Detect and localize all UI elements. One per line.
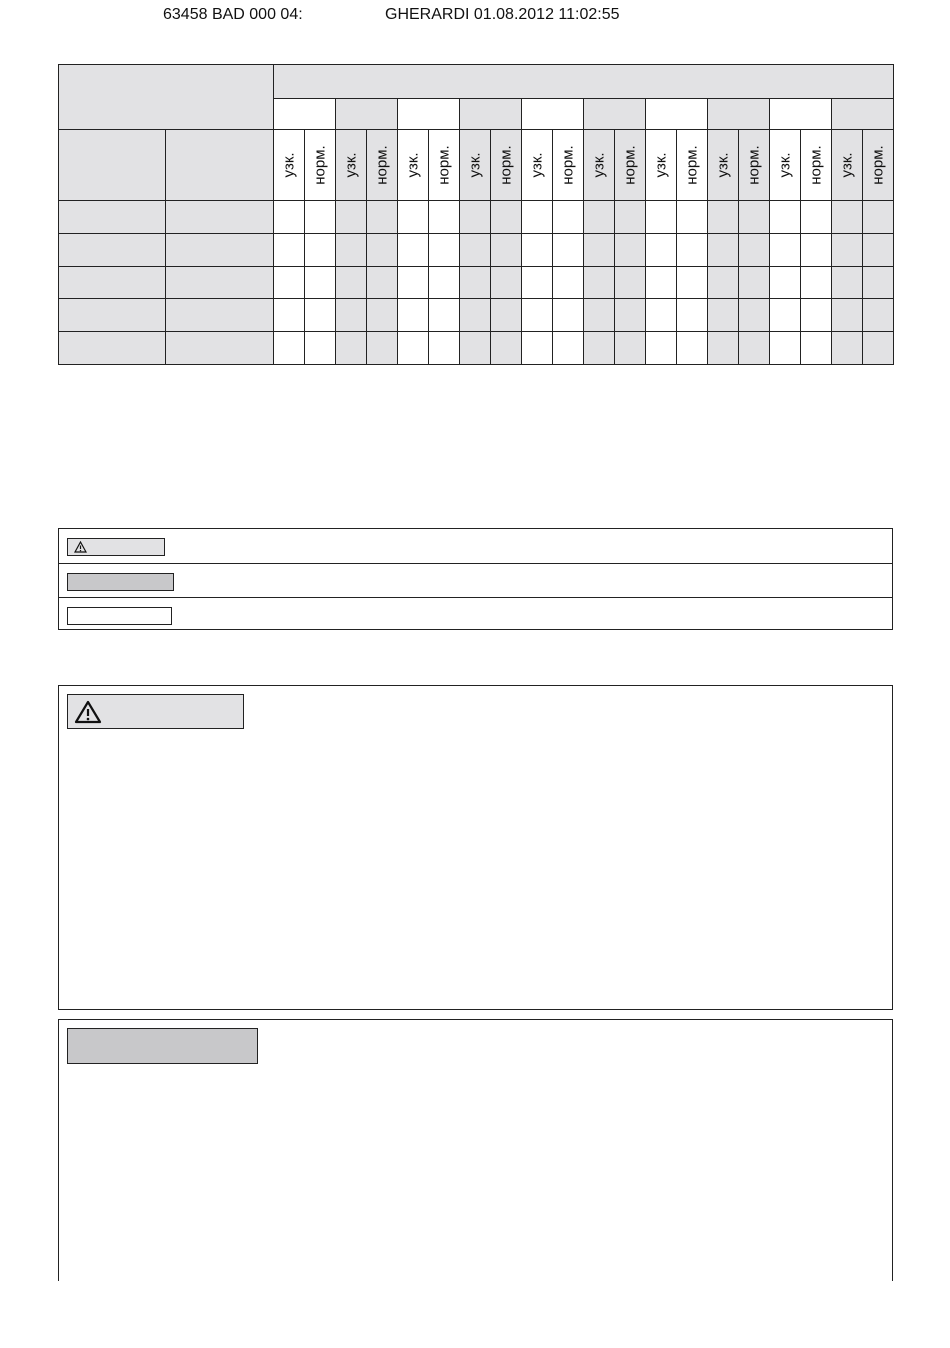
table-cell <box>862 233 894 267</box>
table-cell <box>459 200 491 234</box>
table-cell <box>800 298 832 332</box>
table-cell <box>459 233 491 267</box>
narrow-label: узк. <box>280 152 298 178</box>
table-cell <box>397 298 429 332</box>
table-cell <box>366 298 398 332</box>
normal-column-header <box>862 129 894 201</box>
table-cell <box>583 233 615 267</box>
legend-box <box>58 528 893 630</box>
normal-column-header <box>800 129 832 201</box>
table-cell <box>614 266 646 300</box>
table-cell <box>645 331 677 365</box>
table-cell <box>273 298 305 332</box>
table-cell <box>397 200 429 234</box>
normal-label: норм. <box>497 145 515 185</box>
table-cell <box>831 331 863 365</box>
table-cell <box>862 331 894 365</box>
table-cell <box>459 266 491 300</box>
table-corner-header <box>58 64 274 130</box>
narrow-label: узк. <box>714 152 732 178</box>
normal-column-header <box>552 129 584 201</box>
table-cell <box>459 298 491 332</box>
table-cell <box>707 266 739 300</box>
table-cell <box>490 331 522 365</box>
legend-row-white <box>59 597 892 631</box>
table-cell <box>738 266 770 300</box>
narrow-column-header <box>583 129 615 201</box>
table-cell <box>521 331 553 365</box>
normal-column-header <box>366 129 398 201</box>
narrow-column-header <box>397 129 429 201</box>
narrow-label: узк. <box>590 152 608 178</box>
table-cell <box>645 298 677 332</box>
narrow-label: узк. <box>528 152 546 178</box>
row-label-b <box>165 331 274 365</box>
normal-column-header <box>676 129 708 201</box>
column-group-header <box>831 98 894 130</box>
table-cell <box>707 233 739 267</box>
table-cell <box>738 233 770 267</box>
table-cell <box>645 200 677 234</box>
info-panel-header <box>67 1028 258 1064</box>
narrow-label: узк. <box>838 152 856 178</box>
table-cell <box>428 233 460 267</box>
table-cell <box>397 331 429 365</box>
table-cell <box>397 266 429 300</box>
table-cell <box>769 266 801 300</box>
table-cell <box>862 266 894 300</box>
table-cell <box>273 233 305 267</box>
narrow-column-header <box>707 129 739 201</box>
table-cell <box>552 298 584 332</box>
normal-label: норм. <box>869 145 887 185</box>
table-cell <box>428 331 460 365</box>
table-cell <box>831 298 863 332</box>
table-cell <box>273 266 305 300</box>
row-label-b <box>165 200 274 234</box>
table-cell <box>366 233 398 267</box>
row-header-col-b <box>165 129 274 201</box>
column-group-header <box>583 98 646 130</box>
table-cell <box>490 266 522 300</box>
column-group-header <box>397 98 460 130</box>
table-cell <box>490 200 522 234</box>
row-label-a <box>58 233 166 267</box>
table-cell <box>769 298 801 332</box>
table-cell <box>273 200 305 234</box>
table-cell <box>335 200 367 234</box>
table-cell <box>831 233 863 267</box>
normal-label: норм. <box>621 145 639 185</box>
warning-triangle-icon <box>74 700 102 724</box>
table-cell <box>800 331 832 365</box>
normal-label: норм. <box>745 145 763 185</box>
column-group-header <box>707 98 770 130</box>
normal-column-header <box>490 129 522 201</box>
document-code: 63458 BAD 000 04: <box>163 6 303 23</box>
table-cell <box>521 266 553 300</box>
column-group-header <box>335 98 398 130</box>
table-cell <box>583 200 615 234</box>
warning-panel-header <box>67 694 244 729</box>
normal-column-header <box>614 129 646 201</box>
table-cell <box>521 200 553 234</box>
row-label-a <box>58 331 166 365</box>
table-cell <box>738 331 770 365</box>
narrow-column-header <box>769 129 801 201</box>
narrow-label: узк. <box>466 152 484 178</box>
table-cell <box>800 200 832 234</box>
normal-column-header <box>738 129 770 201</box>
table-cell <box>769 200 801 234</box>
table-cell <box>335 331 367 365</box>
table-cell <box>800 266 832 300</box>
table-cell <box>614 298 646 332</box>
table-cell <box>552 200 584 234</box>
row-label-a <box>58 298 166 332</box>
narrow-label: узк. <box>342 152 360 178</box>
column-group-header <box>769 98 832 130</box>
table-cell <box>428 298 460 332</box>
table-cell <box>366 200 398 234</box>
normal-label: норм. <box>311 145 329 185</box>
table-cell <box>304 200 336 234</box>
normal-column-header <box>304 129 336 201</box>
table-cell <box>459 331 491 365</box>
narrow-label: узк. <box>652 152 670 178</box>
legend-row-warning <box>59 529 892 563</box>
table-cell <box>428 266 460 300</box>
table-cell <box>304 331 336 365</box>
table-cell <box>335 298 367 332</box>
table-cell <box>614 233 646 267</box>
legend-swatch-white <box>67 607 172 625</box>
table-cell <box>831 266 863 300</box>
warning-triangle-icon <box>74 541 87 553</box>
warning-panel <box>58 685 893 1010</box>
narrow-column-header <box>335 129 367 201</box>
table-cell <box>490 298 522 332</box>
table-cell <box>521 233 553 267</box>
table-cell <box>583 298 615 332</box>
table-cell <box>676 200 708 234</box>
narrow-label: узк. <box>404 152 422 178</box>
table-cell <box>676 233 708 267</box>
narrow-column-header <box>521 129 553 201</box>
column-group-header <box>645 98 708 130</box>
table-cell <box>800 233 832 267</box>
table-cell <box>645 233 677 267</box>
table-cell <box>397 233 429 267</box>
row-label-b <box>165 233 274 267</box>
table-cell <box>428 200 460 234</box>
table-cell <box>831 200 863 234</box>
normal-label: норм. <box>683 145 701 185</box>
table-cell <box>304 233 336 267</box>
table-cell <box>645 266 677 300</box>
table-cell <box>614 200 646 234</box>
row-label-a <box>58 200 166 234</box>
narrow-column-header <box>273 129 305 201</box>
row-label-b <box>165 298 274 332</box>
table-cell <box>707 200 739 234</box>
column-group-header <box>273 98 336 130</box>
table-cell <box>769 233 801 267</box>
legend-row-gray <box>59 563 892 597</box>
table-cell <box>676 298 708 332</box>
table-cell <box>552 266 584 300</box>
table-cell <box>676 266 708 300</box>
table-cell <box>862 298 894 332</box>
table-cell <box>738 298 770 332</box>
row-label-a <box>58 266 166 300</box>
narrow-column-header <box>459 129 491 201</box>
table-cell <box>552 233 584 267</box>
column-group-header <box>521 98 584 130</box>
table-cell <box>707 331 739 365</box>
normal-label: норм. <box>559 145 577 185</box>
table-cell <box>304 298 336 332</box>
table-cell <box>676 331 708 365</box>
narrow-column-header <box>831 129 863 201</box>
normal-label: норм. <box>807 145 825 185</box>
narrow-column-header <box>645 129 677 201</box>
table-cell <box>707 298 739 332</box>
frequency-table <box>58 64 893 364</box>
table-cell <box>769 331 801 365</box>
column-group-header <box>459 98 522 130</box>
normal-label: норм. <box>435 145 453 185</box>
table-cell <box>862 200 894 234</box>
info-panel <box>58 1019 893 1281</box>
table-cell <box>738 200 770 234</box>
table-cell <box>335 233 367 267</box>
legend-swatch-gray <box>67 573 174 591</box>
table-cell <box>366 331 398 365</box>
normal-label: норм. <box>373 145 391 185</box>
normal-column-header <box>428 129 460 201</box>
table-cell <box>304 266 336 300</box>
table-top-header <box>273 64 894 99</box>
table-cell <box>583 266 615 300</box>
table-cell <box>273 331 305 365</box>
table-cell <box>552 331 584 365</box>
table-cell <box>614 331 646 365</box>
row-header-col-a <box>58 129 166 201</box>
narrow-label: узк. <box>776 152 794 178</box>
table-cell <box>335 266 367 300</box>
legend-swatch-warning <box>67 538 165 556</box>
table-cell <box>366 266 398 300</box>
row-label-b <box>165 266 274 300</box>
document-stamp: GHERARDI 01.08.2012 11:02:55 <box>385 6 620 23</box>
table-cell <box>490 233 522 267</box>
table-cell <box>583 331 615 365</box>
table-cell <box>521 298 553 332</box>
